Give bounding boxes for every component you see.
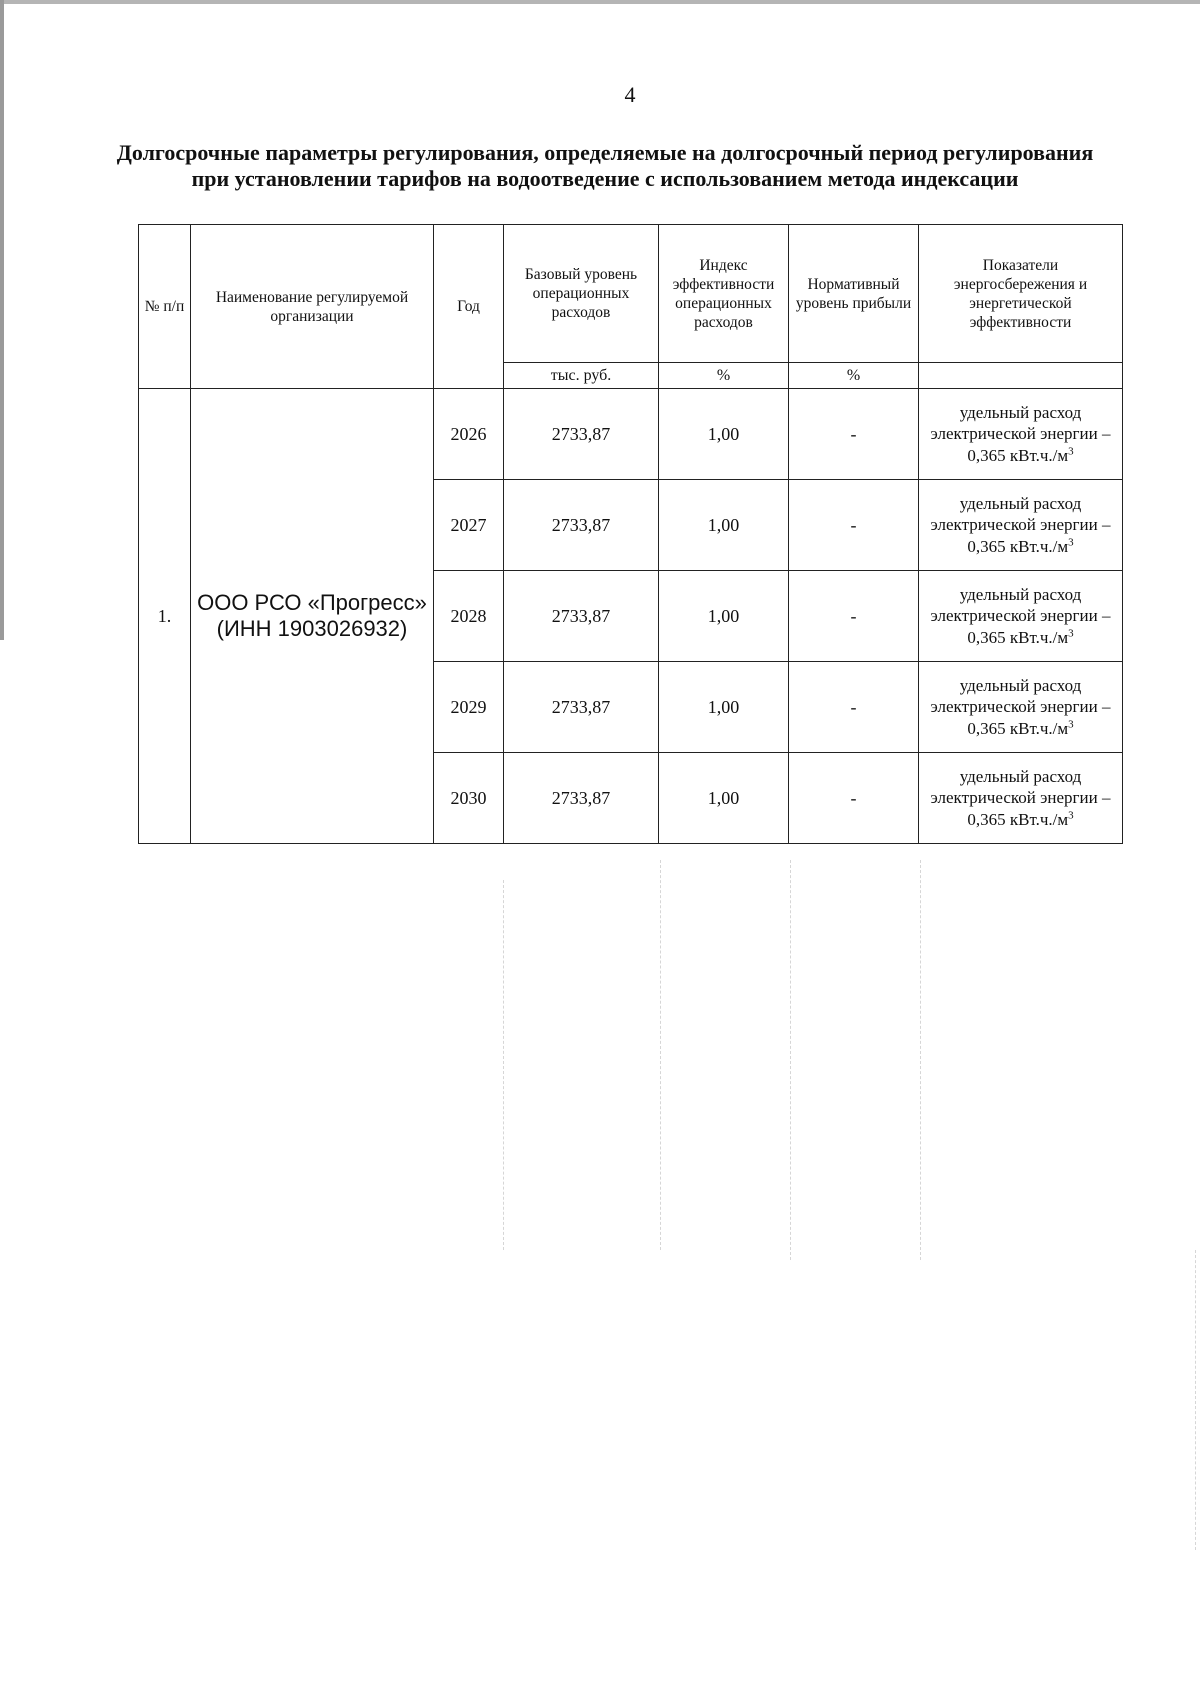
header-energy-indicators: Показатели энергосбережения и энергетической эффективности bbox=[919, 225, 1123, 363]
bleed-through-line bbox=[660, 860, 661, 1250]
organization-name: ООО РСО «Прогресс» (ИНН 1903026932) bbox=[191, 389, 434, 844]
energy-indicator-cell bbox=[919, 571, 1123, 662]
bleed-through-line bbox=[503, 880, 504, 1250]
energy-indicator-cell bbox=[919, 753, 1123, 844]
base-costs-cell: 2733,87 bbox=[504, 753, 659, 844]
header-year: Год bbox=[434, 225, 504, 389]
year-cell: 2026 bbox=[434, 389, 504, 480]
normative-profit-cell: - bbox=[789, 571, 919, 662]
efficiency-index-cell: 1,00 bbox=[659, 662, 789, 753]
energy-indicator-cell bbox=[919, 662, 1123, 753]
unit-normative-profit: % bbox=[789, 363, 919, 389]
table-header-row bbox=[139, 225, 1123, 363]
year-cell: 2027 bbox=[434, 480, 504, 571]
document-title: Долгосрочные параметры регулирования, определяемые на долгосрочный период регулирования при установлении тарифов на водоотведение с использованием метода индексации bbox=[116, 140, 1094, 191]
unit-efficiency-index: % bbox=[659, 363, 789, 389]
bleed-through-line bbox=[1195, 1250, 1196, 1550]
efficiency-index-cell: 1,00 bbox=[659, 480, 789, 571]
scan-edge-top bbox=[0, 0, 1200, 4]
efficiency-index-cell: 1,00 bbox=[659, 753, 789, 844]
year-cell: 2029 bbox=[434, 662, 504, 753]
row-number: 1. bbox=[139, 389, 191, 844]
unit-base-costs: тыс. руб. bbox=[504, 363, 659, 389]
efficiency-index-cell: 1,00 bbox=[659, 389, 789, 480]
efficiency-index-cell: 1,00 bbox=[659, 571, 789, 662]
bleed-through-line bbox=[790, 860, 791, 1260]
header-base-costs: Базовый уровень операционных расходов bbox=[504, 225, 659, 363]
base-costs-cell: 2733,87 bbox=[504, 571, 659, 662]
header-normative-profit: Нормативный уровень прибыли bbox=[789, 225, 919, 363]
energy-indicator-text: удельный расход электрической энергии – 0,365 кВт.ч./м bbox=[930, 675, 1111, 738]
header-num: № п/п bbox=[139, 225, 191, 389]
energy-indicator-text: удельный расход электрической энергии – 0,365 кВт.ч./м bbox=[930, 402, 1111, 465]
year-cell: 2030 bbox=[434, 753, 504, 844]
energy-unit-superscript: 3 bbox=[1068, 536, 1074, 549]
header-efficiency-index: Индекс эффективности операционных расходов bbox=[659, 225, 789, 363]
energy-indicator-text: удельный расход электрической энергии – 0,365 кВт.ч./м bbox=[930, 584, 1111, 647]
year-cell: 2028 bbox=[434, 571, 504, 662]
bleed-through-line bbox=[920, 860, 921, 1260]
base-costs-cell: 2733,87 bbox=[504, 662, 659, 753]
unit-energy-empty bbox=[919, 363, 1123, 389]
energy-unit-superscript: 3 bbox=[1068, 809, 1074, 822]
energy-indicator-text: удельный расход электрической энергии – 0,365 кВт.ч./м bbox=[930, 493, 1111, 556]
energy-unit-superscript: 3 bbox=[1068, 627, 1074, 640]
header-organization: Наименование регулируемой организации bbox=[191, 225, 434, 389]
energy-unit-superscript: 3 bbox=[1068, 445, 1074, 458]
base-costs-cell: 2733,87 bbox=[504, 480, 659, 571]
normative-profit-cell: - bbox=[789, 753, 919, 844]
page-number: 4 bbox=[624, 82, 636, 107]
energy-indicator-text: удельный расход электрической энергии – 0,365 кВт.ч./м bbox=[930, 766, 1111, 829]
normative-profit-cell: - bbox=[789, 389, 919, 480]
table-row bbox=[139, 389, 1123, 480]
energy-unit-superscript: 3 bbox=[1068, 718, 1074, 731]
normative-profit-cell: - bbox=[789, 480, 919, 571]
energy-indicator-cell bbox=[919, 389, 1123, 480]
normative-profit-cell: - bbox=[789, 662, 919, 753]
parameters-table bbox=[138, 224, 1123, 844]
energy-indicator-cell bbox=[919, 480, 1123, 571]
base-costs-cell: 2733,87 bbox=[504, 389, 659, 480]
